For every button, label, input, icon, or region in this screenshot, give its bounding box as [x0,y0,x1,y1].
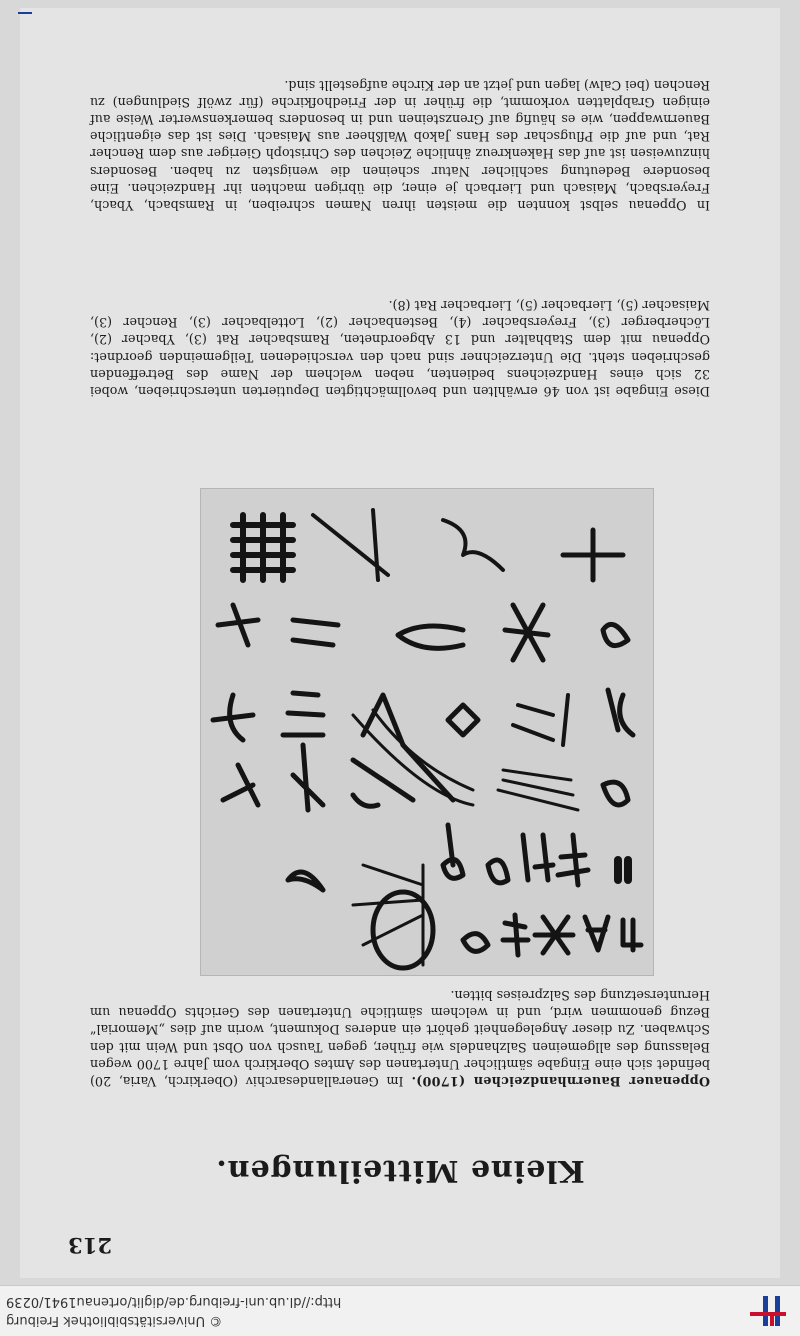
paragraph-signers: Diese Eingabe ist von 46 erwählten und bevollmächtigten Deputierten unterschrieben, wobei 32 sich eines Handzeichens bedienten, neben welchem der Name des Betreffenden geschrieben steht. Die Unterzeichner sind nach den verschiedenen Teilgemeinden geordnet: Oppenau mit dem Stabhalter und 13 Abgeordneten, Ramsbacher Rat (3), Ybacher (2), Löcherberger (3), Freyersbacher (4), Bestenbacher (2), Lottelbacher (3), Rencher (3), Maisacher (5), Lierbacher (5), Lierbacher Rat (8). [90,297,710,399]
scanned-page [20,8,780,1278]
viewer-toolbar [0,1285,800,1336]
corner-marker-icon [18,12,32,14]
handzeichen-plate-image [201,489,653,975]
paragraph-marks: In Oppenau selbst konnten die meisten ihren Namen schreiben, in Ramsbach, Ybach, Freyersbach, Maisach und Lierbach je einer, die übrigen machten ihr Handzeichen. Eine besondere Bedeutung sachlicher Natur scheinen die wenigsten zu haben. Besonders hinzuweisen ist auf das Hakenkreuz ähnliche Zeichen des Christoph Gieriger aus dem Rencher Rat, und auf die Pflugschar des Hans Jakob Walßheer aus Maisach. Dies ist das eigentliche Bauernwappen, wie es häufig auf Grenzsteinen und in besonders bemerkenswerter Weise auf einigen Grabplatten vorkommt, die früher in der Friedhofkirche (für zwölf Siedlungen) zu Renchen (bei Calw) lagen und jetzt an der Kirche aufgestellt sind. [90,77,710,213]
handzeichen-figure [200,488,654,976]
document-url-link[interactable]: http://dl.ub.uni-freiburg.de/diglit/ortenau1941/0239 [6,1294,342,1309]
paragraph-intro [90,987,710,1090]
paragraph-body: Im Generallandesarchiv (Oberkirch, Varia, 20) befindet sich eine Eingabe sämtlicher Untertanen des Amtes Oberkirch vom Jahre 1700 wegen Belassung des allgemeinen Salzhandels wie früher, gegen Tausch von Obst und Wein mit den Schwaben. Zu dieser Angelegenheit gehört ein anderes Dokument, worin auf dies „Memorial“ Bezug genommen wird, und in welchem sämtliche Untertanen des Gerichts Oppenau um Heruntersetzung des Salzpreises bitten. [90,987,710,1089]
library-logo-icon[interactable] [748,1294,788,1328]
copyright-text: © Universitätsbibliothek Freiburg [6,1313,223,1328]
page-number: 213 [68,1233,112,1258]
paragraph-lead: Oppenauer Bauernhandzeichen (1700). [411,1074,710,1089]
section-heading: Kleine Mitteilungen. [215,1153,585,1188]
